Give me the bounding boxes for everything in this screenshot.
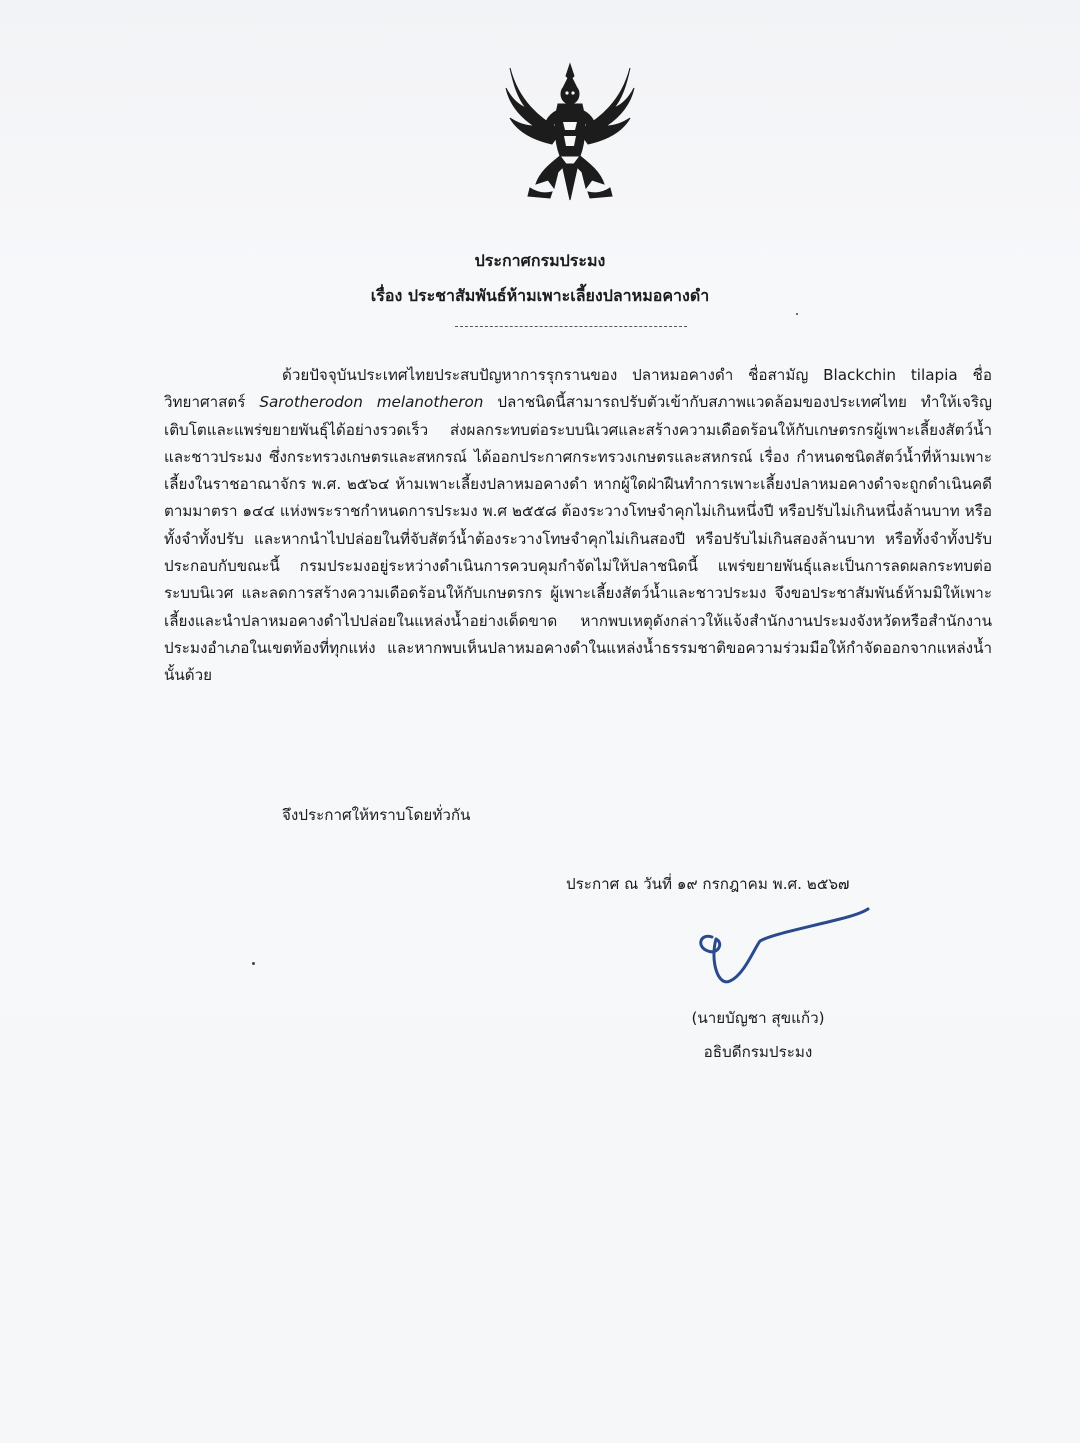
signer-title: อธิบดีกรมประมง xyxy=(703,1043,813,1061)
handwritten-signature xyxy=(690,895,890,1005)
paper-speck xyxy=(252,962,255,965)
signer-name: (นายบัญชา สุขแก้ว) xyxy=(691,1009,825,1027)
garuda-emblem-icon xyxy=(500,60,640,210)
body-text-part-2: ปลาชนิดนี้สามารถปรับตัวเข้ากับสภาพแวดล้อมของประเทศไทย ทำให้เจริญเติบโตและแพร่ขยายพันธุ์ได้อย่างรวดเร็ว ส่งผลกระทบต่อระบบนิเวศและสร้างความเดือดร้อนให้กับเกษตรกรผู้เพาะเลี้ยงสัตว์น้ำและชาวประมง ซึ่งกระทรวงเกษตรและสหกรณ์ ได้ออกประกาศกระทรวงเกษตรและสหกรณ์ เรื่อง กำหนดชนิดสัตว์น้ำที่ห้ามเพาะเลี้ยงในราชอาณาจักร พ.ศ. ๒๕๖๔ ห้ามเพาะเลี้ยงปลาหมอคางดำ หากผู้ใดฝ่าฝืนทำการเพาะเลี้ยงปลาหมอคางดำจะถูกดำเนินคดีตามมาตรา ๑๔๔ แห่งพระราชกำหนดการประมง พ.ศ ๒๕๕๘ ต้องระวางโทษจำคุกไม่เกินหนึ่งปี หรือปรับไม่เกินหนึ่งล้านบาท หรือทั้งจำทั้งปรับ และหากนำไปปล่อยในที่จับสัตว์น้ำต้องระวางโทษจำคุกไม่เกินสองปี หรือปรับไม่เกินสองล้านบาท หรือทั้งจำทั้งปรับ ประกอบกับขณะนี้ กรมประมงอยู่ระหว่างดำเนินการควบคุมกำจัดไม่ให้ปลาชนิดนี้ แพร่ขยายพันธุ์และเป็นการลดผลกระทบต่อระบบนิเวศ และลดการสร้างความเดือดร้อนให้กับเกษตรกร ผู้เพาะเลี้ยงสัตว์น้ำและชาวประมง จึงขอประชาสัมพันธ์ห้ามมิให้เพาะเลี้ยงและนำปลาหมอคางดำไปปล่อยในแหล่งน้ำอย่างเด็ดขาด หากพบเหตุดังกล่าวให้แจ้งสำนักงานประมงจังหวัดหรือสำนักงานประมงอำเภอในเขตท้องที่ทุกแห่ง และหากพบเห็นปลาหมอคางดำในแหล่งน้ำธรรมชาติขอความร่วมมือให้กำจัดออกจากแหล่งน้ำนั้นด้วย xyxy=(164,393,992,685)
announcement-date: ประกาศ ณ วันที่ ๑๙ กรกฎาคม พ.ศ. ๒๕๖๗ xyxy=(566,875,850,893)
scientific-name: Sarotherodon melanotheron xyxy=(259,393,484,412)
paper-speck xyxy=(796,313,798,315)
closing-line: จึงประกาศให้ทราบโดยทั่วกัน xyxy=(282,806,471,824)
announcement-body xyxy=(164,362,992,690)
title-divider xyxy=(455,326,687,327)
document-title: ประกาศกรมประมง xyxy=(474,251,606,270)
body-text-part-1: ด้วยปัจจุบันประเทศไทยประสบปัญหาการรุกรานของ ปลาหมอคางดำ ชื่อสามัญ Blackchin tilapia ชื่อวิทยาศาสตร์ xyxy=(164,366,992,412)
document-subject: เรื่อง ประชาสัมพันธ์ห้ามเพาะเลี้ยงปลาหมอคางดำ xyxy=(370,286,710,305)
